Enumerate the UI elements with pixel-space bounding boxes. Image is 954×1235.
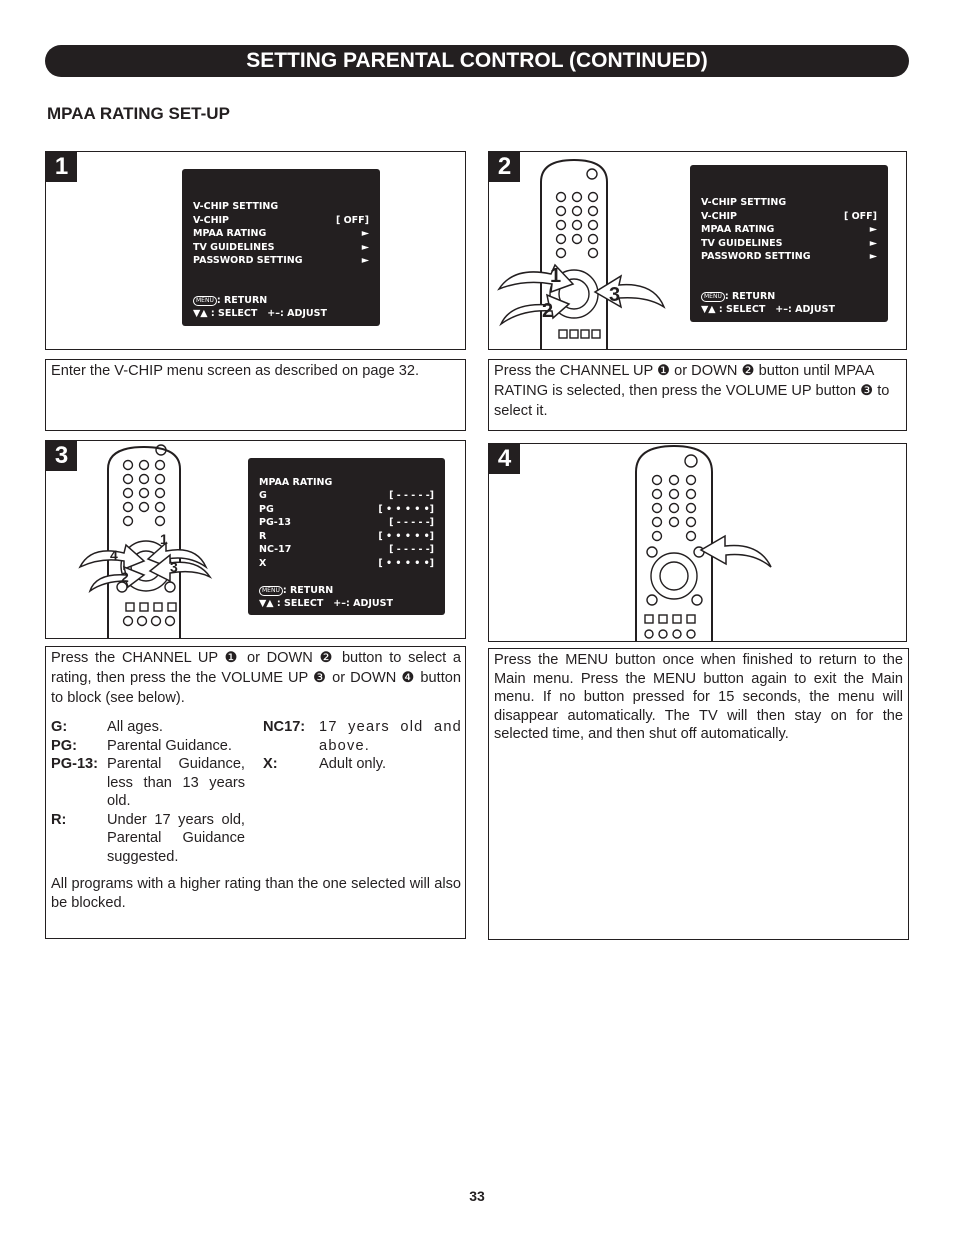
- callout-label-1: 1: [160, 531, 168, 547]
- remote-control-illustration: [489, 444, 907, 642]
- vchip-menu-screen: [690, 165, 888, 322]
- osd-row: PG [ • • • • •]: [259, 504, 434, 515]
- step-3-panel: [45, 440, 466, 639]
- mpaa-rating-screen: [248, 458, 445, 615]
- osd-return-hint: MENU : RETURN: [259, 584, 434, 597]
- osd-select-hint: ▼▲ : SELECT +–: ADJUST: [259, 598, 393, 609]
- osd-row: PASSWORD SETTING ►: [193, 255, 369, 266]
- ratings-legend: G: All ages. PG: Parental Guidance. PG-13: Parental Guidance, less than 13 years old. R: Under 17 years old, Parental Guidance suggested. NC17: 17 years old and above. X: Adult only.: [51, 719, 462, 865]
- step-1-text: Enter the V-CHIP menu screen as described on page 32.: [45, 359, 466, 431]
- osd-row: V-CHIP [ OFF]: [701, 211, 877, 222]
- step-3-badge: 3: [46, 441, 77, 471]
- section-heading: MPAA RATING SET-UP: [47, 104, 230, 123]
- osd-select-hint: ▼▲ : SELECT +–: ADJUST: [193, 308, 327, 319]
- step-1-panel: [45, 151, 466, 350]
- osd-row: X [ • • • • •]: [259, 558, 434, 569]
- step-4-text: Press the MENU button once when finished to return to the Main menu. Press the MENU button again to exit the Main menu. If no button pressed for 15 seconds, the menu will disappear automatically. The TV will then stay on for the selected time, and then shut off automatically.: [488, 648, 909, 940]
- callout-label-4: 4: [110, 547, 118, 563]
- osd-row: NC-17 [ - - - - -]: [259, 544, 434, 555]
- callout-label-3: 3: [170, 559, 178, 575]
- osd-row: TV GUIDELINES ►: [193, 242, 369, 253]
- osd-row: V-CHIP [ OFF]: [193, 215, 369, 226]
- osd-row: PG-13 [ - - - - -]: [259, 517, 434, 528]
- step-2-text: Press the CHANNEL UP ❶ or DOWN ❷ button until MPAA RATING is selected, then press the VOLUME UP button ❸ to select it.: [488, 359, 907, 431]
- page-number: 33: [469, 1188, 485, 1204]
- osd-row: R [ • • • • •]: [259, 531, 434, 542]
- osd-row: MPAA RATING: [259, 477, 333, 488]
- step-4-badge: 4: [489, 444, 520, 474]
- osd-row: MPAA RATING ►: [193, 228, 369, 239]
- osd-return-hint: MENU : RETURN: [701, 290, 877, 303]
- menu-key-icon: MENU: [259, 586, 283, 596]
- step-2-panel: [488, 151, 907, 350]
- callout-label-1: 1: [550, 265, 562, 287]
- menu-key-icon: MENU: [193, 296, 217, 306]
- step-3-instructions: Press the CHANNEL UP ❶ or DOWN ❷ button to select a rating, then press the the VOLUME UP ❸ or DOWN ❹ button to block (see below).: [51, 650, 461, 706]
- callout-label-2: 2: [542, 300, 554, 322]
- callout-label-3: 3: [609, 284, 621, 306]
- osd-row: PASSWORD SETTING ►: [701, 251, 877, 262]
- osd-row: V-CHIP SETTING: [193, 201, 279, 212]
- osd-row: MPAA RATING ►: [701, 224, 877, 235]
- step-4-panel: [488, 443, 907, 642]
- step-2-badge: 2: [489, 152, 520, 182]
- osd-select-hint: ▼▲ : SELECT +–: ADJUST: [701, 304, 835, 315]
- osd-row: G [ - - - - -]: [259, 490, 434, 501]
- page-title-bar: [45, 45, 909, 77]
- osd-row: TV GUIDELINES ►: [701, 238, 877, 249]
- menu-key-icon: MENU: [701, 292, 725, 302]
- step-3-text: [45, 646, 466, 939]
- page-title: SETTING PARENTAL CONTROL (CONTINUED): [246, 49, 708, 72]
- callout-label-2: 2: [121, 569, 129, 585]
- step-3-note: All programs with a higher rating than the one selected will also be blocked.: [51, 876, 461, 911]
- osd-return-hint: MENU : RETURN: [193, 294, 369, 307]
- vchip-menu-screen: [182, 169, 380, 326]
- osd-row: V-CHIP SETTING: [701, 197, 787, 208]
- step-1-badge: 1: [46, 152, 77, 182]
